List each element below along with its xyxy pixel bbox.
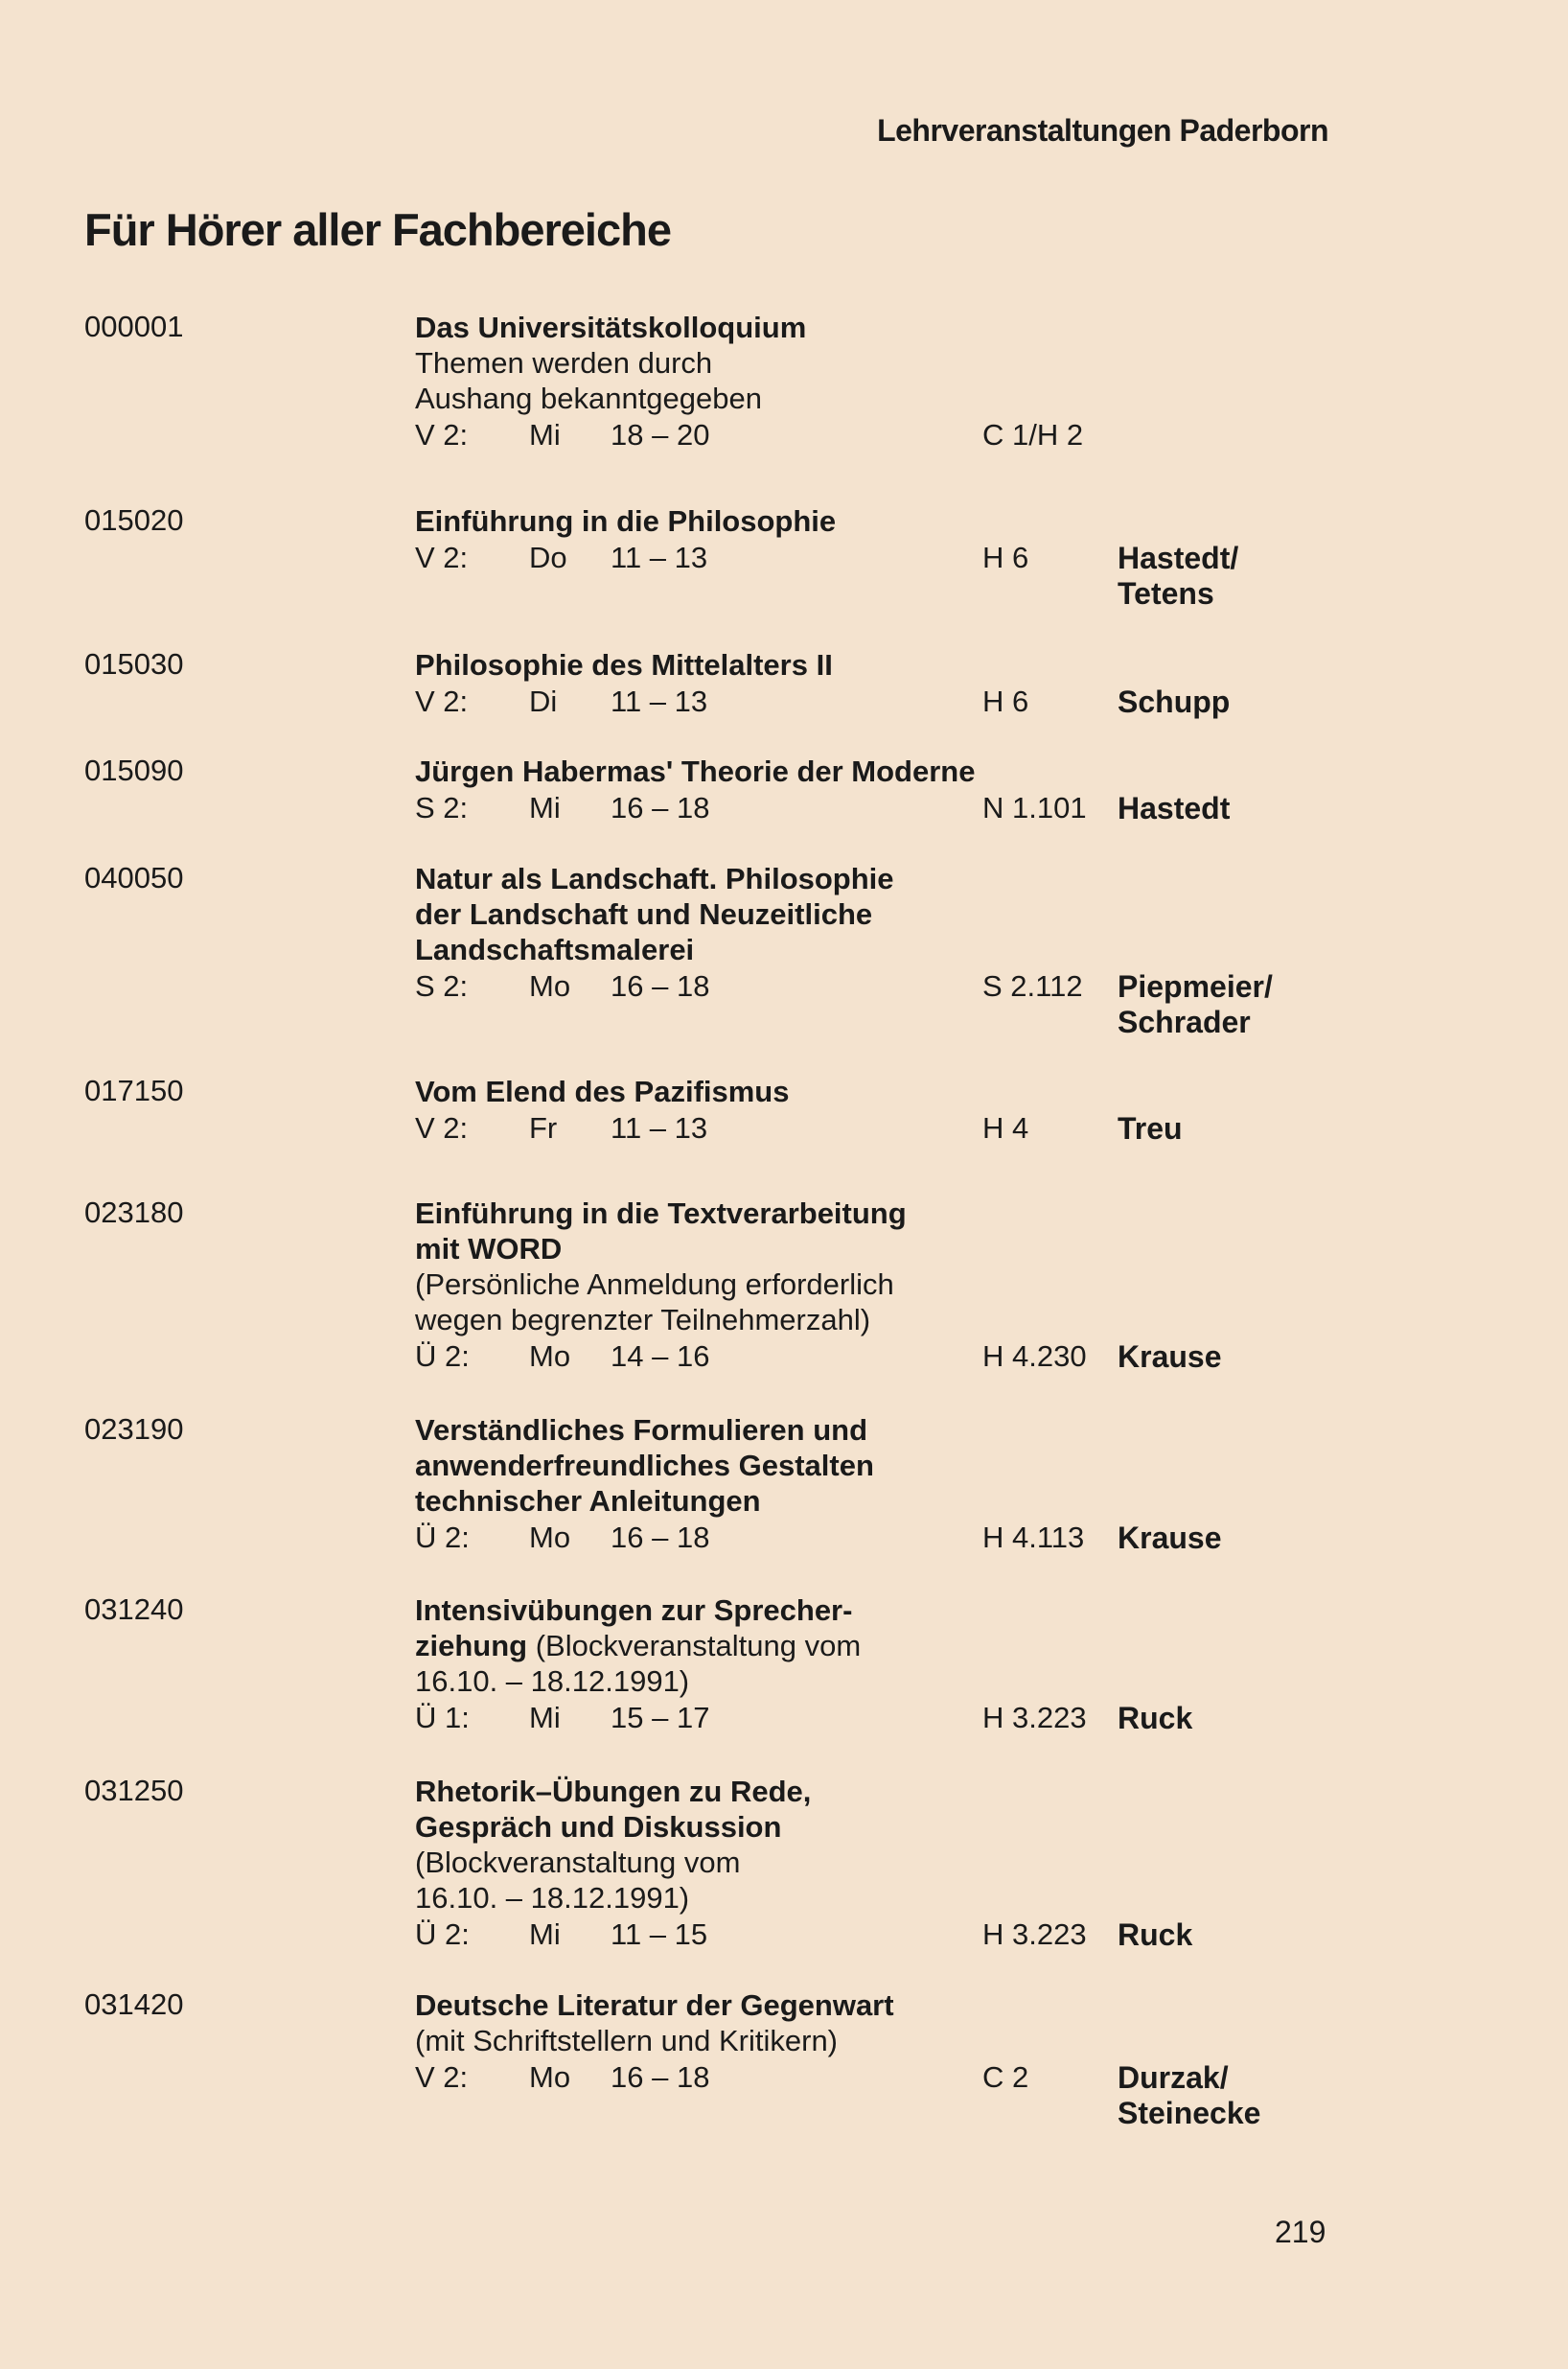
- course-note: 16.10. – 18.12.1991): [415, 1881, 690, 1915]
- lecturer: Hastedt/: [1118, 541, 1239, 575]
- course-code: 023180: [84, 1196, 184, 1229]
- course-note: (Blockveranstaltung vom: [415, 1846, 741, 1879]
- room: H 4.230: [982, 1339, 1087, 1373]
- course-title: Einführung in die Textverarbeitung: [415, 1196, 907, 1230]
- lecturer: Schupp: [1118, 685, 1231, 719]
- session-type: S 2:: [415, 791, 469, 825]
- room: N 1.101: [982, 791, 1087, 825]
- lecturer: Piepmeier/: [1118, 969, 1273, 1004]
- lecturer: Steinecke: [1118, 2096, 1261, 2130]
- lecturer: Schrader: [1118, 1005, 1251, 1039]
- course-title: Verständliches Formulieren und: [415, 1413, 868, 1447]
- session-type: V 2:: [415, 418, 469, 452]
- room: H 6: [982, 685, 1029, 718]
- course-title: der Landschaft und Neuzeitliche: [415, 897, 873, 931]
- time-slot: 16 – 18: [611, 791, 710, 825]
- course-code: 015090: [84, 754, 184, 787]
- course-code: 023190: [84, 1412, 184, 1446]
- course-title: anwenderfreundliches Gestalten: [415, 1449, 874, 1482]
- weekday: Do: [529, 541, 567, 574]
- weekday: Mo: [529, 2060, 571, 2094]
- course-title: Das Universitätskolloquium: [415, 311, 807, 344]
- session-type: V 2:: [415, 1111, 469, 1145]
- time-slot: 16 – 18: [611, 1521, 710, 1554]
- room: H 4.113: [982, 1521, 1085, 1554]
- time-slot: 15 – 17: [611, 1701, 710, 1734]
- lecturer: Tetens: [1118, 576, 1214, 611]
- course-code: 000001: [84, 310, 184, 343]
- session-type: Ü 2:: [415, 1917, 470, 1951]
- course-note: (mit Schriftstellern und Kritikern): [415, 2024, 839, 2057]
- course-title: Natur als Landschaft. Philosophie: [415, 862, 894, 895]
- course-note: Themen werden durch: [415, 346, 713, 380]
- course-code: 017150: [84, 1074, 184, 1107]
- session-type: V 2:: [415, 541, 469, 574]
- course-title: mit WORD: [415, 1232, 563, 1266]
- course-title: Gespräch und Diskussion: [415, 1810, 782, 1844]
- room: C 1/H 2: [982, 418, 1084, 452]
- room: H 3.223: [982, 1917, 1087, 1951]
- course-note: Aushang bekanntgegeben: [415, 382, 762, 415]
- lecturer: Ruck: [1118, 1701, 1193, 1735]
- time-slot: 16 – 18: [611, 2060, 710, 2094]
- course-title: Rhetorik–Übungen zu Rede,: [415, 1775, 812, 1808]
- lecturer: Krause: [1118, 1521, 1222, 1555]
- weekday: Mo: [529, 969, 571, 1003]
- room: H 3.223: [982, 1701, 1087, 1734]
- course-title-part: ziehung: [415, 1629, 528, 1662]
- session-type: Ü 1:: [415, 1701, 470, 1734]
- session-type: Ü 2:: [415, 1521, 470, 1554]
- lecturer: Krause: [1118, 1339, 1222, 1374]
- course-title: Deutsche Literatur der Gegenwart: [415, 1988, 894, 2022]
- course-title: Landschaftsmalerei: [415, 933, 695, 966]
- course-note: (Persönliche Anmeldung erforderlich: [415, 1267, 894, 1301]
- course-note: wegen begrenzter Teilnehmerzahl): [415, 1303, 871, 1336]
- course-code: 031420: [84, 1987, 184, 2021]
- course-title: Philosophie des Mittelalters II: [415, 648, 833, 682]
- course-note-part: (Blockveranstaltung vom: [527, 1629, 862, 1662]
- weekday: Mi: [529, 791, 561, 825]
- course-code: 015020: [84, 503, 184, 537]
- course-title: Jürgen Habermas' Theorie der Moderne: [415, 755, 976, 788]
- course-code: 040050: [84, 861, 184, 894]
- weekday: Mi: [529, 418, 561, 452]
- course-code: 015030: [84, 647, 184, 681]
- session-type: Ü 2:: [415, 1339, 470, 1373]
- course-code: 031240: [84, 1592, 184, 1626]
- course-title: Intensivübungen zur Sprecher-: [415, 1593, 853, 1627]
- course-title: Einführung in die Philosophie: [415, 504, 837, 538]
- weekday: Fr: [529, 1111, 558, 1145]
- session-type: V 2:: [415, 2060, 469, 2094]
- time-slot: 16 – 18: [611, 969, 710, 1003]
- course-note: 16.10. – 18.12.1991): [415, 1664, 690, 1698]
- course-title: Vom Elend des Pazifismus: [415, 1075, 790, 1108]
- lecturer: Durzak/: [1118, 2060, 1229, 2095]
- course-code: 031250: [84, 1774, 184, 1807]
- time-slot: 18 – 20: [611, 418, 710, 452]
- lecturer: Hastedt: [1118, 791, 1231, 825]
- room: H 6: [982, 541, 1029, 574]
- room: S 2.112: [982, 969, 1083, 1003]
- session-type: S 2:: [415, 969, 469, 1003]
- weekday: Di: [529, 685, 558, 718]
- section-title: Für Hörer aller Fachbereiche: [84, 204, 671, 255]
- session-type: V 2:: [415, 685, 469, 718]
- room: C 2: [982, 2060, 1029, 2094]
- page-number: 219: [1275, 2215, 1326, 2249]
- time-slot: 14 – 16: [611, 1339, 710, 1373]
- weekday: Mo: [529, 1339, 571, 1373]
- weekday: Mi: [529, 1917, 561, 1951]
- time-slot: 11 – 13: [611, 685, 708, 718]
- time-slot: 11 – 13: [611, 1111, 708, 1145]
- lecturer: Treu: [1118, 1111, 1183, 1146]
- running-header: Lehrveranstaltungen Paderborn: [877, 113, 1328, 148]
- course-title-continuation: [415, 1628, 861, 1663]
- weekday: Mi: [529, 1701, 561, 1734]
- room: H 4: [982, 1111, 1029, 1145]
- time-slot: 11 – 13: [611, 541, 708, 574]
- lecturer: Ruck: [1118, 1917, 1193, 1952]
- course-title: technischer Anleitungen: [415, 1484, 761, 1518]
- time-slot: 11 – 15: [611, 1917, 708, 1951]
- weekday: Mo: [529, 1521, 571, 1554]
